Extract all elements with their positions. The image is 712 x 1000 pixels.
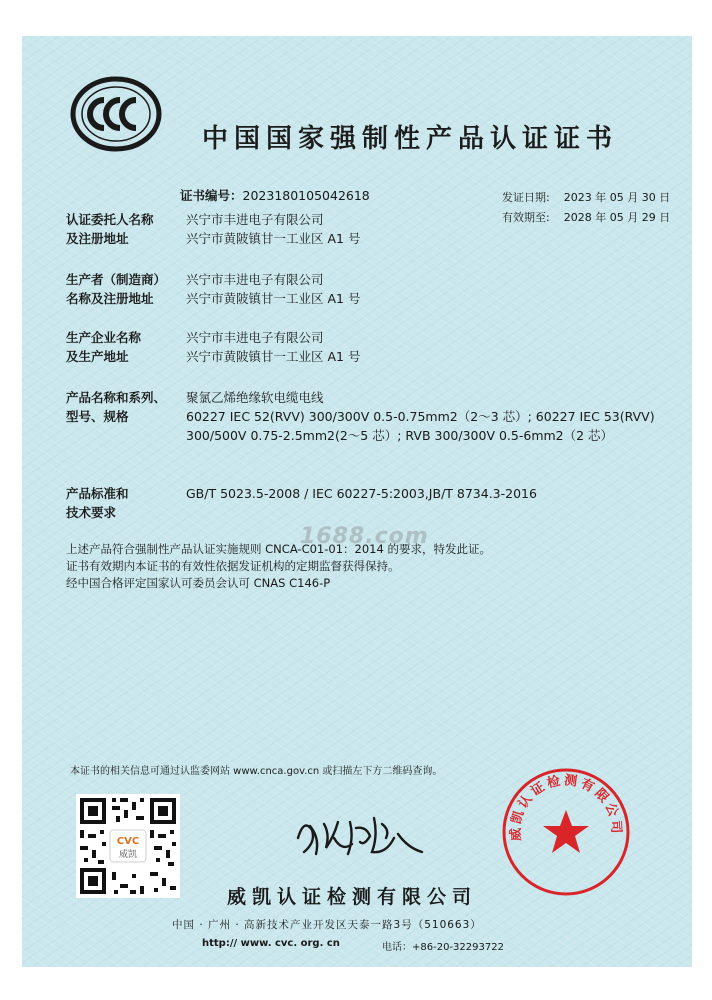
- factory-label-1: 生产企业名称: [66, 330, 142, 345]
- company-seal: [500, 766, 632, 898]
- statement-1: 上述产品符合强制性产品认证实施规则 CNCA-C01-01：2014 的要求，特发此证。: [66, 542, 491, 556]
- statements: [66, 541, 491, 592]
- applicant-name: 兴宁市丰进电子有限公司: [186, 212, 324, 227]
- applicant-label-1: 认证委托人名称: [66, 212, 154, 227]
- standard-labels: [66, 484, 129, 522]
- certificate-title: 中国国家强制性产品认证证书: [202, 124, 619, 154]
- product-label-1: 产品名称和系列、: [66, 390, 167, 405]
- qr-logo-brand: CVC: [116, 836, 140, 847]
- qr-code[interactable]: [76, 794, 180, 898]
- issue-date: 2023 年 05 月 30 日: [563, 191, 671, 204]
- manufacturer-name: 兴宁市丰进电子有限公司: [186, 272, 324, 287]
- certificate-number: [180, 186, 370, 204]
- manufacturer-label-2: 名称及注册地址: [66, 291, 154, 306]
- product-models: 60227 IEC 52(RVV) 300/300V 0.5-0.75mm2（2～3 芯）; 60227 IEC 53(RVV) 300/500V 0.75-2.5mm2(2～5 芯）; RVB 300/300V 0.5-6mm2（2 芯）: [186, 409, 655, 443]
- manufacturer-address: 兴宁市黄陂镇甘一工业区 A1 号: [186, 291, 361, 306]
- applicant-address: 兴宁市黄陂镇甘一工业区 A1 号: [186, 231, 361, 246]
- manufacturer-values: [186, 270, 360, 308]
- cert-no-label: 证书编号：: [180, 188, 243, 203]
- certificate-sheet: [22, 36, 692, 967]
- cert-no-value: 2023180105042618: [242, 188, 370, 203]
- issuer-phone: 电话：+86-20-32293722: [382, 942, 504, 953]
- query-notice: 本证书的相关信息可通过认监委网站 www.cnca.gov.cn 或扫描左下方二维码查询。: [70, 766, 443, 777]
- ccc-logo: [70, 76, 162, 152]
- seal-text: 威凯认证检测有限公司: [508, 773, 624, 842]
- factory-values: [186, 328, 360, 366]
- applicant-labels: [66, 210, 154, 248]
- factory-name: 兴宁市丰进电子有限公司: [186, 330, 324, 345]
- issuer-address: 中国 · 广州 · 高新技术产业开发区天泰一路3号（510663）: [172, 919, 482, 931]
- manufacturer-label-1: 生产者（制造商）: [66, 272, 167, 287]
- statement-2: 证书有效期内本证书的有效性依据发证机构的定期监督获得保持。: [66, 559, 400, 573]
- product-label-2: 型号、规格: [66, 409, 129, 424]
- applicant-values: [186, 210, 360, 248]
- qr-logo-name: 威凯: [118, 850, 138, 860]
- product-values: [186, 388, 656, 445]
- factory-labels: [66, 328, 141, 366]
- dates-block: [502, 188, 670, 228]
- standard-value: GB/T 5023.5-2008 / IEC 60227-5:2003,JB/T 8734.3-2016: [186, 486, 537, 501]
- product-name: 聚氯乙烯绝缘软电缆电线: [186, 390, 324, 405]
- issuer-website[interactable]: http:// www. cvc. org. cn: [202, 938, 340, 949]
- issue-date-label: 发证日期:: [502, 191, 550, 204]
- watermark: 1688.com: [300, 524, 429, 549]
- expiry-date: 2028 年 05 月 29 日: [563, 211, 671, 224]
- applicant-label-2: 及注册地址: [66, 231, 129, 246]
- product-labels: [66, 388, 166, 426]
- standard-label-1: 产品标准和: [66, 486, 129, 501]
- statement-3: 经中国合格评定国家认可委员会认可 CNAS C146-P: [66, 576, 331, 590]
- issuer-name: 威凯认证检测有限公司: [227, 886, 478, 908]
- manufacturer-labels: [66, 270, 166, 308]
- standard-label-2: 技术要求: [66, 505, 117, 520]
- signature: [290, 808, 430, 864]
- factory-address: 兴宁市黄陂镇甘一工业区 A1 号: [186, 349, 361, 364]
- factory-label-2: 及生产地址: [66, 349, 129, 364]
- expiry-date-label: 有效期至:: [502, 211, 550, 224]
